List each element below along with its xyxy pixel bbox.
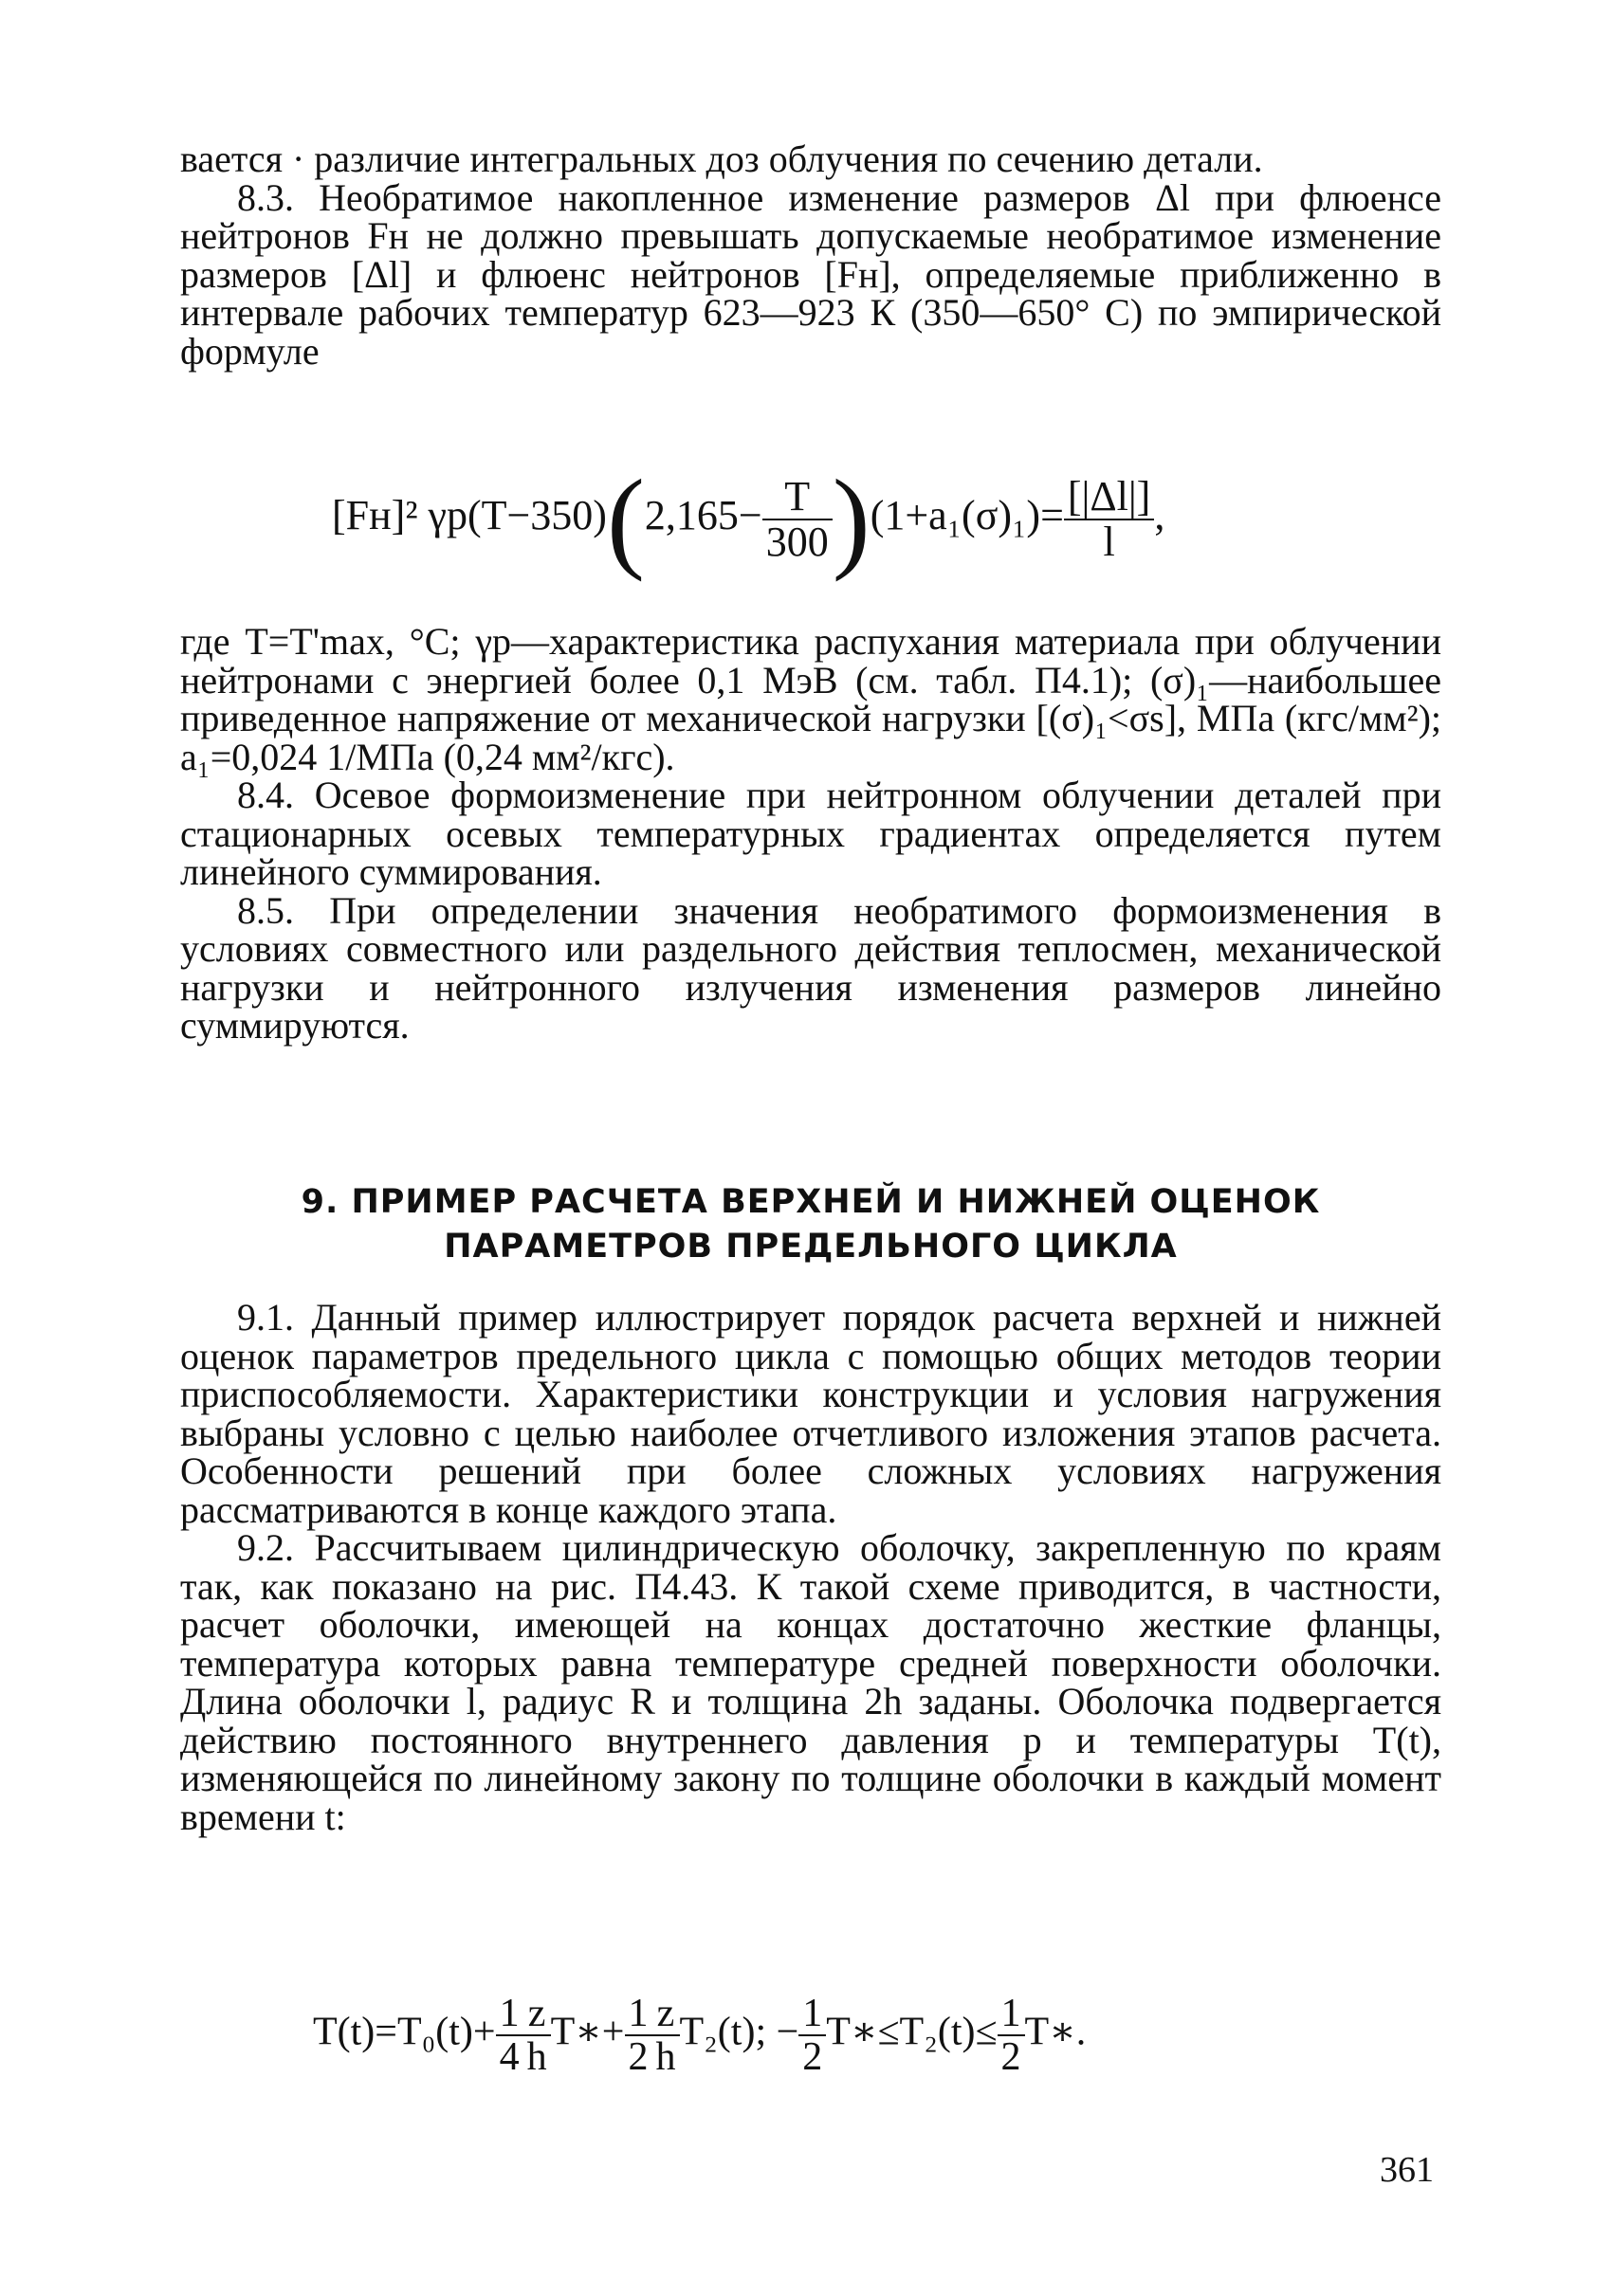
formula-1-const: 2,165− xyxy=(644,492,762,539)
formula-2-f3-num: 1 xyxy=(625,1993,652,2036)
formula-1-paren-left: ( xyxy=(606,456,645,582)
paragraph-9-2: 9.2. Рассчитываем цилиндрическую оболочку, закрепленную по краям так, как показано на рис. П4.43. К такой схеме приводится, в частности, расчет оболочки, имеющей на концах достаточно жесткие фланцы, температура которых равна температуре средней поверхности оболочки. Длина оболочки l, радиус R и толщина 2h заданы. Оболочка подвергается действию постоянного внутреннего давления p и температуры T(t), изменяющейся по линейному закону по толщине оболочки в каждый момент времени t: xyxy=(180,1526,1441,1838)
formula-2-part-d: T∗≤T₂(t)≤ xyxy=(826,2010,998,2054)
formula-2-f4-num: z xyxy=(652,1993,680,2036)
text-block-top xyxy=(180,137,1441,373)
formula-1-frac-num: T xyxy=(762,475,833,520)
formula-2-f1-den: 4 xyxy=(499,2035,520,2080)
formula-2-f5-num: 1 xyxy=(798,1993,826,2036)
formula-2-frac-2 xyxy=(523,1993,551,2078)
formula-2-frac-3 xyxy=(625,1993,652,2078)
formula-2-part-a: T(t)=T₀(t)+ xyxy=(313,2010,496,2054)
formula-2-frac-6 xyxy=(998,1993,1025,2078)
text-block-bottom xyxy=(180,1296,1441,1838)
formula-1-rhs-num: [|Δl|] xyxy=(1064,475,1154,520)
formula-2-part-e: T∗. xyxy=(1024,2010,1087,2054)
formula-1-end: , xyxy=(1154,492,1165,539)
formula-2-f1-num: 1 xyxy=(496,1993,523,2036)
formula-2-f4-den: h xyxy=(655,2035,676,2080)
formula-temperature xyxy=(313,1993,1086,2078)
formula-2-part-b: T∗+ xyxy=(550,2010,625,2054)
formula-2-f2-den: h xyxy=(526,2035,547,2080)
formula-swelling xyxy=(332,456,1165,582)
formula-2-f5-den: 2 xyxy=(802,2035,823,2080)
formula-2-frac-1 xyxy=(496,1993,523,2078)
formula-2-frac-4 xyxy=(652,1993,680,2078)
page-number: 361 xyxy=(1380,2150,1434,2190)
paragraph-where: где T=T'max, °C; γр—характеристика распухания материала при облучении нейтронами с энергией более 0,1 МэВ (см. табл. П4.1); (σ)₁—наибольшее приведенное напряжение от механической нагрузки [(σ)₁<σs], МПа (кгс/мм²); a₁=0,024 1/МПа (0,24 мм²/кгс). xyxy=(180,620,1441,778)
paragraph-9-1: 9.1. Данный пример иллюстрирует порядок расчета верхней и нижней оценок параметров предельного цикла с помощью общих методов теории приспособляемости. Характеристики конструкции и условия нагружения выбраны условно с целью наиболее отчетливого изложения этапов расчета. Особенности решений при более сложных условиях нагружения рассматриваются в конце каждого этапа. xyxy=(180,1296,1441,1531)
formula-2-f6-den: 2 xyxy=(1000,2035,1021,2080)
formula-1-rhs-den: l xyxy=(1103,519,1115,565)
formula-2-f2-num: z xyxy=(523,1993,551,2036)
formula-1-fraction xyxy=(762,472,833,565)
formula-2-frac-5 xyxy=(798,1993,826,2078)
paragraph-8-4: 8.4. Осевое формоизменение при нейтронном облучении деталей при стационарных осевых температурных градиентах определяется путем линейного суммирования. xyxy=(180,774,1441,893)
section-heading xyxy=(180,1180,1441,1269)
formula-2-f6-num: 1 xyxy=(998,1993,1025,2036)
text-block-middle xyxy=(180,620,1441,1047)
paragraph-intro: вается · различие интегральных доз облучения по сечению детали. xyxy=(180,137,1263,180)
formula-2-part-c: T₂(t); − xyxy=(679,2010,799,2054)
paragraph-8-3: 8.3. Необратимое накопленное изменение размеров Δl при флюенсе нейтронов Fн не должно превышать допускаемые необратимое изменение размеров [Δl] и флюенс нейтронов [Fн], определяемые приближенно в интервале рабочих температур 623—923 К (350—650° С) по эмпирической формуле xyxy=(180,175,1441,373)
paragraph-8-5: 8.5. При определении значения необратимого формоизменения в условиях совместного или раздельного действия теплосмен, механической нагрузки и нейтронного излучения изменения размеров линейно суммируются. xyxy=(180,888,1441,1047)
formula-1-paren-right: ) xyxy=(832,456,871,582)
formula-1-tail: (1+a₁(σ)₁)= xyxy=(870,492,1064,539)
formula-2-f3-den: 2 xyxy=(628,2035,649,2080)
section-heading-line-1: 9. ПРИМЕР РАСЧЕТА ВЕРХНЕЙ И НИЖНЕЙ ОЦЕНОК xyxy=(301,1183,1321,1221)
formula-1-lhs: [Fн]² γр(T−350) xyxy=(332,492,607,539)
section-heading-line-2: ПАРАМЕТРОВ ПРЕДЕЛЬНОГО ЦИКЛА xyxy=(444,1228,1178,1266)
formula-1-rhs-fraction xyxy=(1064,472,1154,565)
formula-1-frac-den: 300 xyxy=(765,519,829,565)
